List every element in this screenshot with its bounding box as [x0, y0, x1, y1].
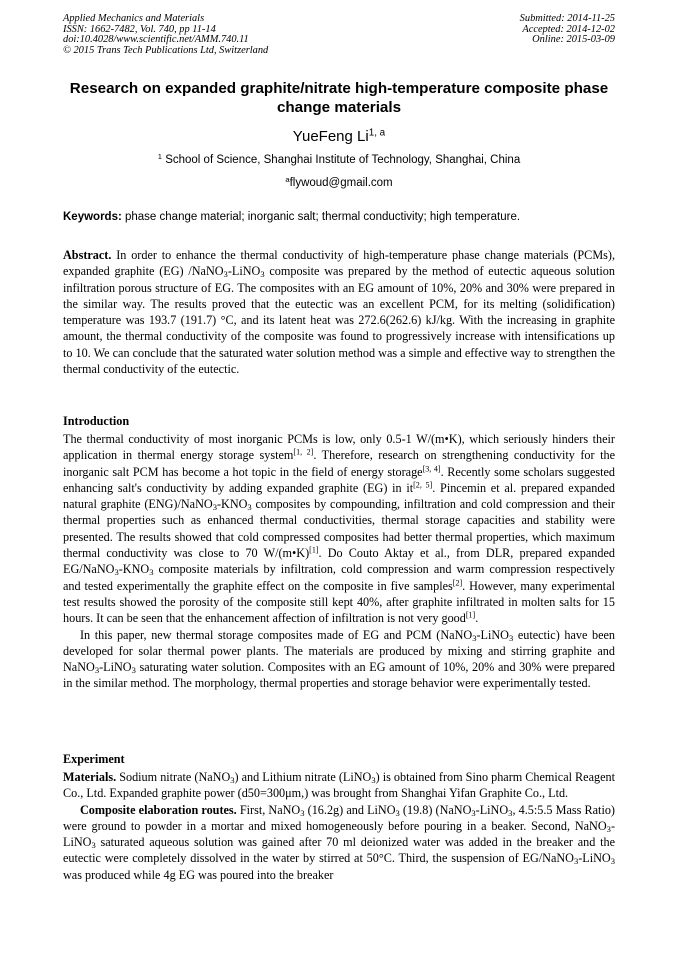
keywords: [63, 210, 615, 224]
affiliation-text: School of Science, Shanghai Institute of Technology, Shanghai, China: [165, 154, 521, 166]
experiment-body: [63, 769, 615, 883]
affiliation: [63, 153, 615, 167]
abstract-paragraph: Abstract. In order to enhance the thermal conductivity of high-temperature phase change materials (PCMs), expanded graphite (EG) /NaNO$_3$-LiNO$_3$ composite was prepared by the method of eutectic aqueous solution infiltration porous structure of EG. The composites with an EG amount of 10%, 20% and 30% were prepared in the similar way. The results proved that the eutectic was an excellent PCM, for its melting (solidification) temperature was 193.7 (191.7) °C, and its latent heat was 272.6(262.6) kJ/kg. With the increasing in graphite amount, the thermal conductivity of the composite was found to progressively increase with intensifications up to 10. We can conclude that the saturated water solution method was a simple and effective way to strengthen the thermal conductivity of the eutectic.: [63, 248, 615, 377]
journal-name: Applied Mechanics and Materials: [63, 13, 205, 24]
submitted-date: Submitted: 2014-11-25: [519, 13, 615, 24]
routes-label: Composite elaboration routes.: [80, 802, 237, 817]
author-affiliation-mark: 1, a: [368, 127, 386, 139]
paper-title: Research on expanded graphite/nitrate high-temperature composite phase change materials: [69, 80, 609, 116]
keywords-label: Keywords:: [63, 211, 122, 223]
author-email: [63, 176, 615, 190]
introduction-body: [63, 431, 615, 692]
introduction-heading: Introduction: [63, 414, 130, 428]
materials-paragraph: Materials. Sodium nitrate (NaNO$_3$) and Lithium nitrate (LiNO$_3$) is obtained from Sino pharm Chemical Reagent Co., Ltd. Expanded graphite power (d50=300μm,) was brought from Shanghai Yifan Graphite Co., Ltd.: [63, 770, 615, 801]
introduction-section: [63, 413, 615, 429]
email-address[interactable]: flywoud@gmail.com: [289, 177, 393, 189]
citation[interactable]: [1, 2]: [293, 447, 314, 457]
accepted-date: Accepted: 2014-12-02: [522, 23, 615, 35]
introduction-paragraph-2: In this paper, new thermal storage composites made of EG and PCM (NaNO$_3$-LiNO$_3$ eutectic) have been developed for solar thermal power plants. The materials are produced by mixing and stirring graphite and NaNO$_3$-LiNO$_3$ saturating water solution. Composites with an EG amount of 10%, 20% and 30% were prepared in the similar method. The morphology, thermal properties and storage behavior were experimentally tested.: [63, 627, 615, 691]
citation[interactable]: [2]: [452, 578, 463, 588]
citation[interactable]: [1]: [465, 610, 476, 620]
routes-paragraph: Composite elaboration routes. First, NaNO$_3$ (16.2g) and LiNO$_3$ (19.8) (NaNO$_3$-LiNO$_3$, 4.5:5.5 Mass Ratio) were ground to powder in a mortar and mixed homogeneously before pouring in a beaker. Second, NaNO$_3$-LiNO$_3$ saturated aqueous solution was gained after 70 ml deionized water was added in the breaker and the eutectic were completely dissolved in the water by stirred at 50°C. Third, the suspension of EG/NaNO$_3$-LiNO$_3$ was produced while 4g EG was poured into the breaker: [63, 802, 615, 882]
experiment-heading: Experiment: [63, 752, 125, 766]
citation[interactable]: [2, 5]: [413, 480, 433, 490]
experiment-section: [63, 751, 615, 767]
affiliation-mark: 1: [157, 151, 162, 161]
submission-dates: [520, 14, 615, 46]
online-date: Online: 2015-03-09: [532, 34, 615, 45]
journal-doi[interactable]: doi:10.4028/www.scientific.net/AMM.740.11: [63, 34, 249, 45]
journal-info: [63, 14, 268, 56]
citation[interactable]: [3, 4]: [422, 464, 441, 474]
author-name: YueFeng Li: [292, 128, 369, 145]
journal-issn: ISSN: 1662-7482, Vol. 740, pp 11-14: [63, 23, 216, 35]
keywords-text: phase change material; inorganic salt; thermal conductivity; high temperature.: [125, 211, 521, 223]
citation[interactable]: [1]: [309, 545, 319, 555]
introduction-paragraph-1: The thermal conductivity of most inorganic PCMs is low, only 0.5-1 W/(m•K), which seriously hinders their application in thermal energy storage system[1, 2]. Therefore, research on strengthening conductivity for the inorganic salt PCM has become a hot topic in the field of energy storage[3, 4]. Recently some scholars suggested enhancing salt's conductivity by adding expanded graphite (EG) in it[2, 5]. Pincemin et al. prepared expanded natural graphite $(ENG)/NaNO_3-KNO_3$ composites by compounding, infiltration and cold compression and their thermal properties such as enhanced thermal conductivities, thermal storage capacities and stability were presented. The results showed that cold compressed composites had better thermal properties, which maximum thermal conductivity was close to 70 W/(m•K)[1]. Do Couto Aktay et al., from DLR, prepared expanded $EG/NaNO_3-KNO_3$ composite materials by infiltration, cold compression and warm compression respectively and tested experimentally the graphite effect on the composite in five samples[2]. However, many experimental test results showed the porosity of the composite still kept 40%, after graphite infiltrated in molten salts for 15 hours. It can be seen that the enhancement affection of infiltration is not very good[1].: [63, 432, 616, 626]
author-line: [63, 128, 615, 146]
email-mark: a: [285, 174, 290, 184]
abstract: [63, 247, 615, 377]
journal-copyright: © 2015 Trans Tech Publications Ltd, Switzerland: [63, 44, 269, 56]
abstract-label: Abstract.: [63, 248, 112, 262]
materials-label: Materials.: [63, 770, 117, 784]
